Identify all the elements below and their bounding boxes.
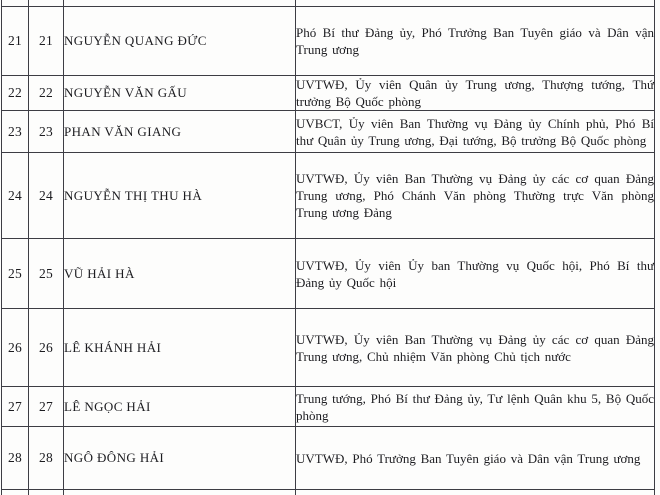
table-row [2,309,655,387]
ordinal-cell: 22 [2,76,29,111]
ordinal-cell [2,490,29,495]
officials-table [1,0,655,495]
title-cell: UVTWĐ, Ủy viên Ban Thường vụ Đảng ủy các cơ quan Đảng Trung ương, Chủ nhiệm Văn phòng Chủ tịch nước [296,309,655,387]
title-cell: UVTWĐ, Ủy viên Quân ủy Trung ương, Thượng tướng, Thứ trưởng Bộ Quốc phòng [296,77,654,109]
title-cell: UVTWĐ, Ủy viên Ủy ban Thường vụ Quốc hội, Phó Bí thư Đảng ủy Quốc hội [296,239,655,309]
name-cell: PHAN VĂN GIANG [64,111,296,153]
ordinal-cell: 21 [2,7,29,76]
ordinal2-cell: 24 [29,153,64,239]
ordinal-cell: 26 [2,309,29,387]
title-cell: Trung tướng, Phó Bí thư Đảng ủy, Tư lệnh Quân khu 5, Bộ Quốc phòng [296,387,655,427]
ordinal2-cell: 21 [29,7,64,76]
title-cell [296,490,655,495]
name-cell: NGÔ ĐÔNG HẢI [64,427,296,490]
name-cell: LÊ KHÁNH HẢI [64,309,296,387]
title-cell: UVBCT, Ủy viên Ban Thường vụ Đảng ủy Chính phủ, Phó Bí thư Quân ủy Trung ương, Đại tướng, Bộ trưởng Bộ Quốc phòng [296,111,655,153]
ordinal-cell: 25 [2,239,29,309]
table-row [2,111,655,153]
ordinal2-cell: 22 [29,76,64,111]
ordinal2-cell: 23 [29,111,64,153]
table-row [2,7,655,76]
name-cell [64,490,296,495]
table-row [2,239,655,309]
table-row [2,153,655,239]
table-row [2,387,655,427]
ordinal2-cell: 28 [29,427,64,490]
ordinal2-cell: 27 [29,387,64,427]
name-cell: NGUYỄN THỊ THU HÀ [64,153,296,239]
ordinal2-cell: 26 [29,309,64,387]
name-cell: VŨ HẢI HÀ [64,239,296,309]
ordinal2-cell: 25 [29,239,64,309]
ordinal2-cell [29,490,64,495]
table-row-partial-bottom [2,490,655,495]
title-cell: UVTWĐ, Phó Trưởng Ban Tuyên giáo và Dân vận Trung ương [296,427,655,490]
ordinal-cell: 28 [2,427,29,490]
ordinal-cell: 27 [2,387,29,427]
title-cell: UVTWĐ, Ủy viên Ban Thường vụ Đảng ủy các cơ quan Đảng Trung ương, Phó Chánh Văn phòng Thường trực Văn phòng Trung ương Đảng [296,153,655,239]
table-row [2,76,655,111]
name-cell: NGUYỄN QUANG ĐỨC [64,7,296,76]
name-cell: NGUYỄN VĂN GẤU [64,76,296,111]
ordinal-cell: 23 [2,111,29,153]
name-cell: LÊ NGỌC HẢI [64,387,296,427]
table-row [2,427,655,490]
ordinal-cell: 24 [2,153,29,239]
title-cell: Phó Bí thư Đảng ủy, Phó Trưởng Ban Tuyên giáo và Dân vận Trung ương [296,7,655,76]
